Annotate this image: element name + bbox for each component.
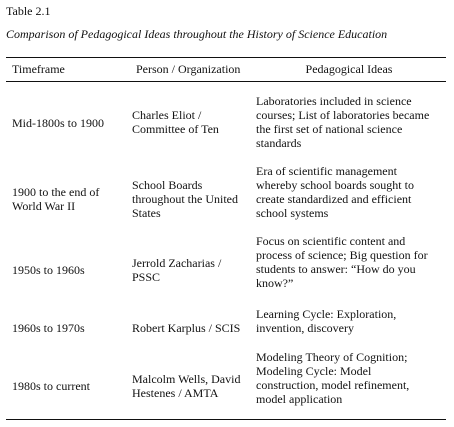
person-cell: Jerrold Zacharias / PSSC (132, 256, 222, 284)
header-person-organization: Person / Organization (136, 62, 241, 76)
table-top-rule (6, 57, 446, 58)
timeframe-cell: 1960s to 1970s (12, 321, 85, 335)
person-cell: Malcolm Wells, David Hestenes / AMTA (132, 372, 241, 400)
timeframe-cell: Mid-1800s to 1900 (12, 116, 105, 130)
table-row (6, 164, 446, 224)
table-row (6, 94, 446, 154)
ideas-cell: Learning Cycle: Exploration, invention, discovery (256, 307, 397, 335)
ideas-cell: Modeling Theory of Cognition; Modeling Cycle: Model construction, model refinement, model application (256, 350, 410, 406)
timeframe-cell: 1900 to the end of World War II (12, 185, 100, 213)
ideas-cell: Focus on scientific content and process of science; Big question for students to answer: “How do you know?” (256, 234, 428, 290)
ideas-cell: Era of scientific management whereby school boards sought to create standardized and efficient school systems (256, 164, 414, 220)
header-timeframe: Timeframe (12, 62, 65, 76)
timeframe-cell: 1950s to 1960s (12, 263, 85, 277)
person-cell: School Boards throughout the United States (132, 178, 238, 220)
table-row (6, 234, 446, 294)
person-cell: Robert Karplus / SCIS (132, 321, 241, 335)
table-caption: Comparison of Pedagogical Ideas throughout the History of Science Education (6, 27, 388, 41)
timeframe-cell: 1980s to current (12, 379, 90, 393)
table-row (6, 350, 446, 410)
ideas-cell: Laboratories included in science courses; List of laboratories became the first set of national science standards (256, 94, 430, 150)
table-number: Table 2.1 (6, 4, 51, 18)
table-bottom-rule (6, 419, 446, 420)
person-cell: Charles Eliot / Committee of Ten (132, 108, 219, 136)
table-row (6, 307, 446, 337)
table-header-rule (6, 81, 446, 82)
header-pedagogical-ideas: Pedagogical Ideas (305, 62, 393, 76)
